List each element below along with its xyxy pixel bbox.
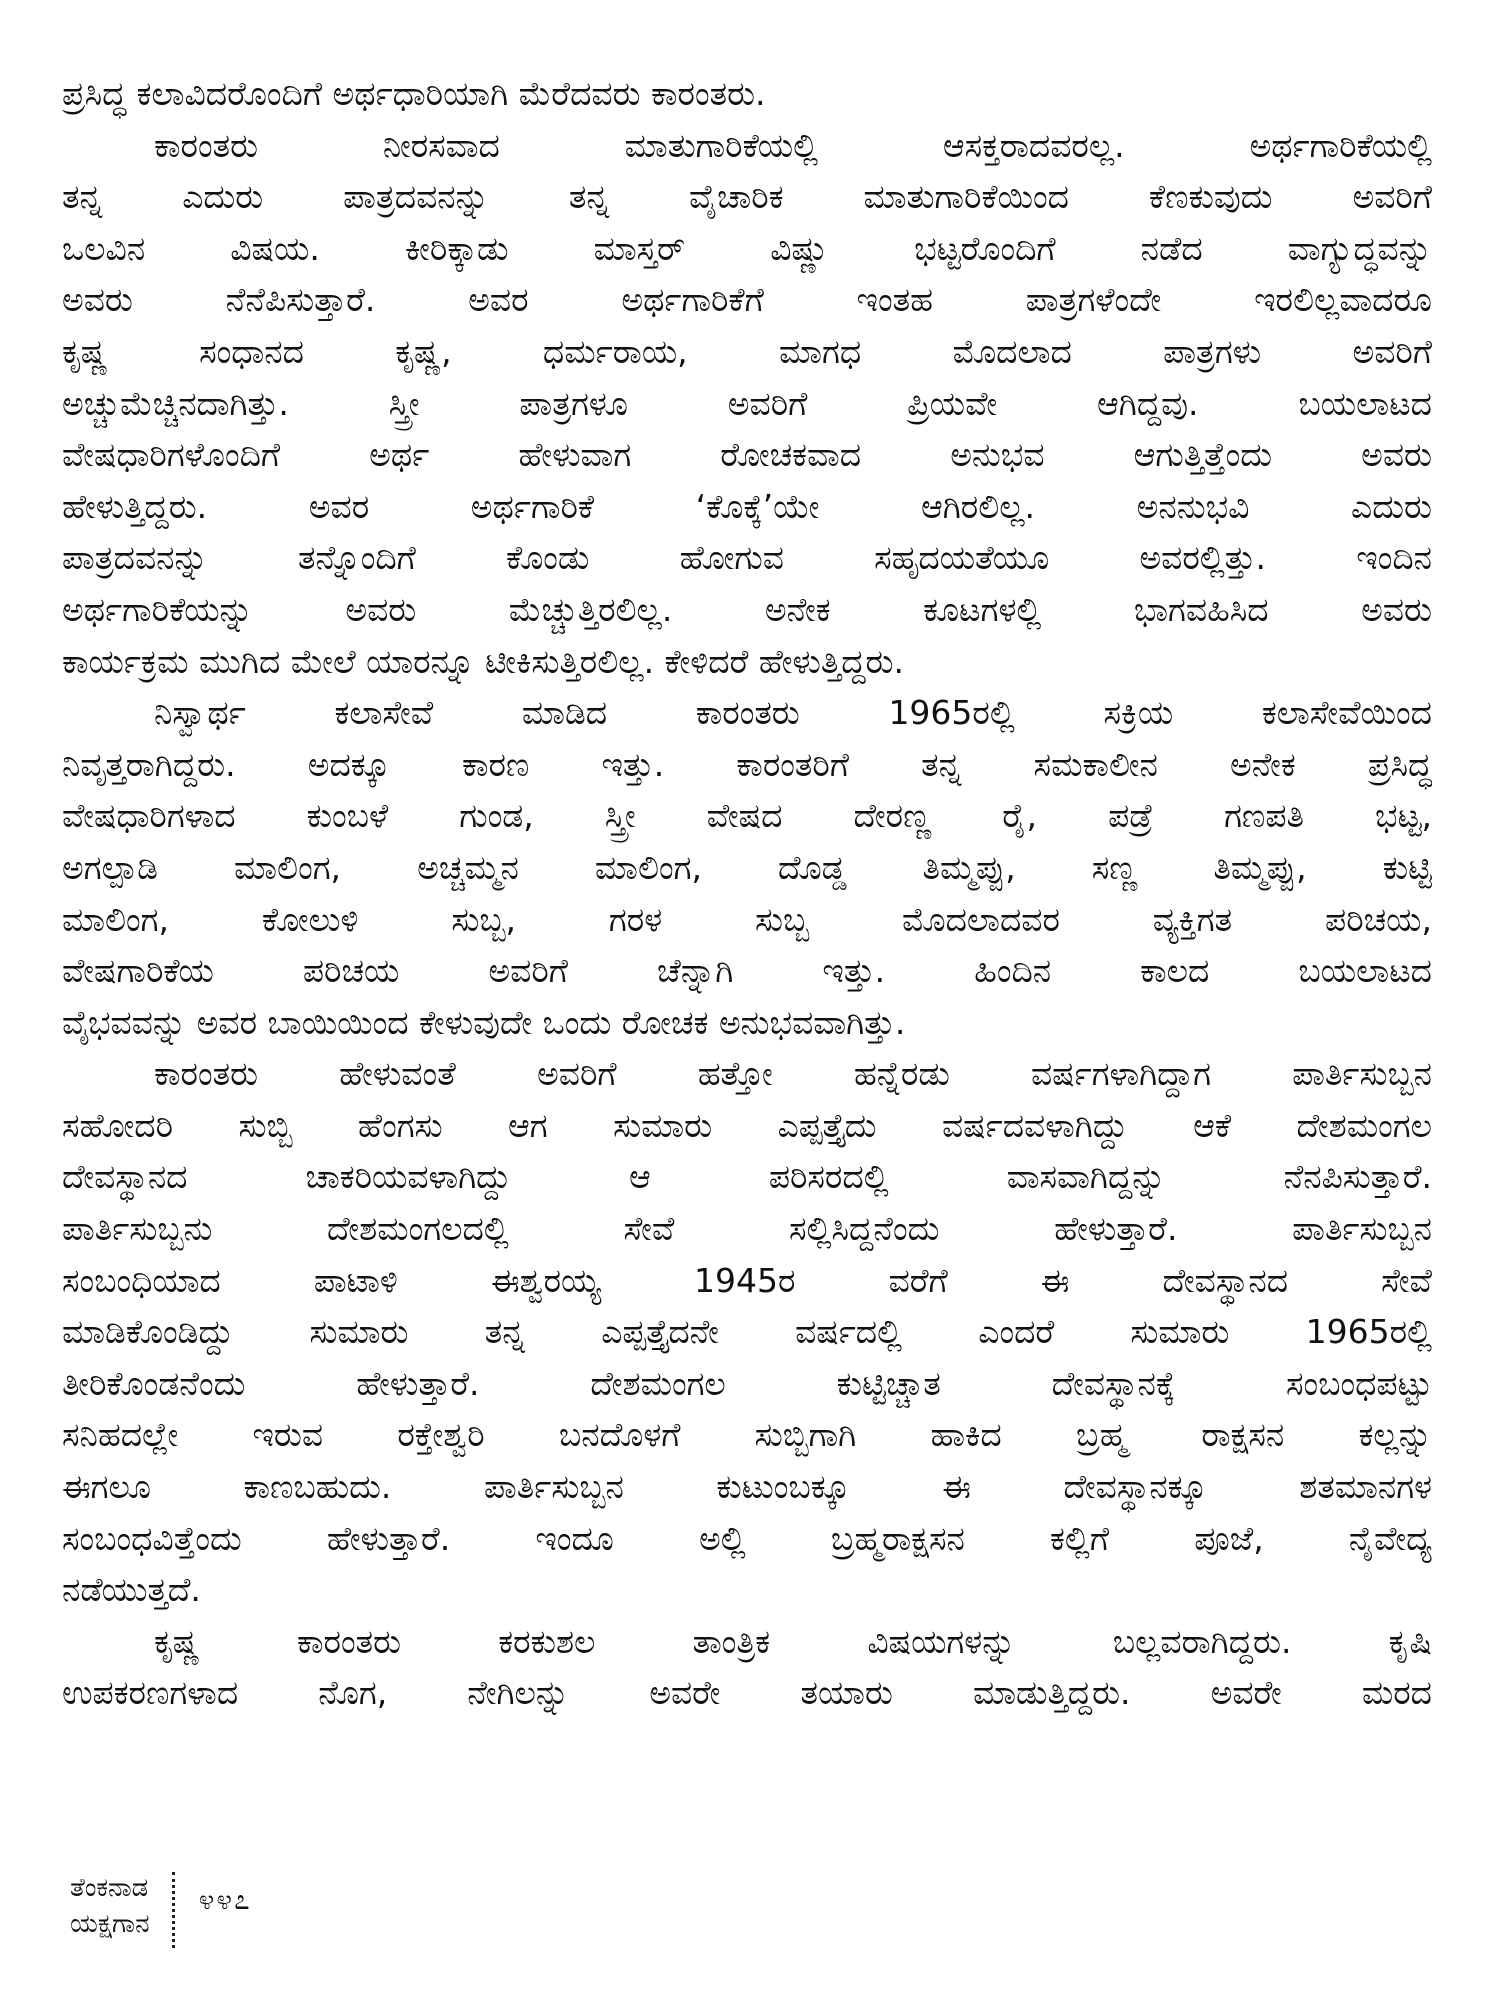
text-line: ಅಗಲ್ಪಾಡಿ ಮಾಲಿಂಗ, ಅಚ್ಚಮ್ಮನ ಮಾಲಿಂಗ, ದೊಡ್ಡ ತಿಮ್ಮಪ್ಪು, ಸಣ್ಣ ತಿಮ್ಮಪ್ಪು, ಕುಟ್ಟಿ bbox=[62, 847, 1432, 887]
text-line: ಪಾತ್ರದವನನ್ನು ತನ್ನೊಂದಿಗೆ ಕೊಂಡು ಹೋಗುವ ಸಹೃದಯತೆಯೂ ಅವರಲ್ಲಿತ್ತು. ಇಂದಿನ bbox=[62, 538, 1432, 578]
text-line: ವೇಷಧಾರಿಗಳೊಂದಿಗೆ ಅರ್ಥ ಹೇಳುವಾಗ ರೋಚಕವಾದ ಅನುಭವ ಆಗುತ್ತಿತ್ತೆಂದು ಅವರು bbox=[62, 435, 1432, 475]
text-line: ಅರ್ಥಗಾರಿಕೆಯನ್ನು ಅವರು ಮೆಚ್ಚುತ್ತಿರಲಿಲ್ಲ. ಅನೇಕ ಕೂಟಗಳಲ್ಲಿ ಭಾಗವಹಿಸಿದ ಅವರು bbox=[62, 589, 1432, 629]
text-line: ನಿವೃತ್ತರಾಗಿದ್ದರು. ಅದಕ್ಕೂ ಕಾರಣ ಇತ್ತು. ಕಾರಂತರಿಗೆ ತನ್ನ ಸಮಕಾಲೀನ ಅನೇಕ ಪ್ರಸಿದ್ಧ bbox=[62, 744, 1432, 784]
text-line: ವೈಭವವನ್ನು ಅವರ ಬಾಯಿಯಿಂದ ಕೇಳುವುದೇ ಒಂದು ರೋಚಕ ಅನುಭವವಾಗಿತ್ತು. bbox=[62, 1002, 906, 1042]
text-line: ಮಾಲಿಂಗ, ಕೋಲುಳಿ ಸುಬ್ಬ, ಗರಳ ಸುಬ್ಬ ಮೊದಲಾದವರ ವ್ಯಕ್ತಿಗತ ಪರಿಚಯ, bbox=[62, 899, 1432, 939]
text-line: ವೇಷಧಾರಿಗಳಾದ ಕುಂಬಳೆ ಗುಂಡ, ಸ್ತ್ರೀ ವೇಷದ ದೇರಣ್ಣ ರೈ, ಪಡ್ರೆ ಗಣಪತಿ ಭಟ್ಟ, bbox=[62, 796, 1432, 836]
text-line: ಉಪಕರಣಗಳಾದ ನೊಗ, ನೇಗಿಲನ್ನು ಅವರೇ ತಯಾರು ಮಾಡುತ್ತಿದ್ದರು. ಅವರೇ ಮರದ bbox=[62, 1673, 1432, 1713]
text-line: ಸಹೋದರಿ ಸುಬ್ಬಿ ಹೆಂಗಸು ಆಗ ಸುಮಾರು ಎಪ್ಪತ್ತೈದು ವರ್ಷದವಳಾಗಿದ್ದು ಆಕೆ ದೇಶಮಂಗಲ bbox=[62, 1105, 1432, 1145]
text-line: ಸನಿಹದಲ್ಲೇ ಇರುವ ರಕ್ತೇಶ್ವರಿ ಬನದೊಳಗೆ ಸುಬ್ಬಿಗಾಗಿ ಹಾಕಿದ ಬ್ರಹ್ಮ ರಾಕ್ಷಸನ ಕಲ್ಲನ್ನು bbox=[62, 1415, 1432, 1455]
text-line: ಪ್ರಸಿದ್ಧ ಕಲಾವಿದರೊಂದಿಗೆ ಅರ್ಥಧಾರಿಯಾಗಿ ಮೆರೆದವರು ಕಾರಂತರು. bbox=[62, 74, 766, 113]
text-line: ಈಗಲೂ ಕಾಣಬಹುದು. ಪಾರ್ತಿಸುಬ್ಬನ ಕುಟುಂಬಕ್ಕೂ ಈ ದೇವಸ್ಥಾನಕ್ಕೂ ಶತಮಾನಗಳ bbox=[62, 1467, 1432, 1507]
text-line: ಕಾರಂತರು ಹೇಳುವಂತೆ ಅವರಿಗೆ ಹತ್ತೋ ಹನ್ನೆರಡು ವರ್ಷಗಳಾಗಿದ್ದಾಗ ಪಾರ್ತಿಸುಬ್ಬನ bbox=[154, 1054, 1432, 1094]
text-line: ಮಾಡಿಕೊಂಡಿದ್ದು ಸುಮಾರು ತನ್ನ ಎಪ್ಪತ್ತೈದನೇ ವರ್ಷದಲ್ಲಿ ಎಂದರೆ ಸುಮಾರು 1965ರಲ್ಲಿ bbox=[62, 1312, 1432, 1352]
footer-dotted-divider bbox=[172, 1872, 175, 1948]
text-line: ದೇವಸ್ಥಾನದ ಚಾಕರಿಯವಳಾಗಿದ್ದು ಆ ಪರಿಸರದಲ್ಲಿ ವಾಸವಾಗಿದ್ದನ್ನು ನೆನಪಿಸುತ್ತಾರೆ. bbox=[62, 1157, 1432, 1197]
text-line: ಸಂಬಂಧಿಯಾದ ಪಾಟಾಳಿ ಈಶ್ವರಯ್ಯ 1945ರ ವರೆಗೆ ಈ ದೇವಸ್ಥಾನದ ಸೇವೆ bbox=[62, 1260, 1432, 1300]
text-line: ಕೃಷ್ಣ ಕಾರಂತರು ಕರಕುಶಲ ತಾಂತ್ರಿಕ ವಿಷಯಗಳನ್ನು ಬಲ್ಲವರಾಗಿದ್ದರು. ಕೃಷಿ bbox=[154, 1621, 1432, 1661]
book-title-line-1: ತೆಂಕನಾಡ bbox=[70, 1873, 149, 1903]
text-line: ಹೇಳುತ್ತಿದ್ದರು. ಅವರ ಅರ್ಥಗಾರಿಕೆ ‘ಕೊಕ್ಕೆ’ಯೇ ಆಗಿರಲಿಲ್ಲ. ಅನನುಭವಿ ಎದುರು bbox=[62, 486, 1432, 526]
body-text bbox=[62, 72, 1432, 1723]
text-line: ತನ್ನ ಎದುರು ಪಾತ್ರದವನನ್ನು ತನ್ನ ವೈಚಾರಿಕ ಮಾತುಗಾರಿಕೆಯಿಂದ ಕೆಣಕುವುದು ಅವರಿಗೆ bbox=[62, 177, 1432, 217]
text-line: ಅಚ್ಚುಮೆಚ್ಚಿನದಾಗಿತ್ತು. ಸ್ತ್ರೀ ಪಾತ್ರಗಳೂ ಅವರಿಗೆ ಪ್ರಿಯವೇ ಆಗಿದ್ದವು. ಬಯಲಾಟದ bbox=[62, 383, 1432, 423]
text-line: ವೇಷಗಾರಿಕೆಯ ಪರಿಚಯ ಅವರಿಗೆ ಚೆನ್ನಾಗಿ ಇತ್ತು. ಹಿಂದಿನ ಕಾಲದ ಬಯಲಾಟದ bbox=[62, 951, 1432, 991]
text-line: ಸಂಬಂಧವಿತ್ತೆಂದು ಹೇಳುತ್ತಾರೆ. ಇಂದೂ ಅಲ್ಲಿ ಬ್ರಹ್ಮರಾಕ್ಷಸನ ಕಲ್ಲಿಗೆ ಪೂಜೆ, ನೈವೇದ್ಯ bbox=[62, 1518, 1432, 1558]
text-line: ಕೃಷ್ಣ ಸಂಧಾನದ ಕೃಷ್ಣ, ಧರ್ಮರಾಯ, ಮಾಗಧ ಮೊದಲಾದ ಪಾತ್ರಗಳು ಅವರಿಗೆ bbox=[62, 331, 1432, 371]
text-line: ಕಾರಂತರು ನೀರಸವಾದ ಮಾತುಗಾರಿಕೆಯಲ್ಲಿ ಆಸಕ್ತರಾದವರಲ್ಲ. ಅರ್ಥಗಾರಿಕೆಯಲ್ಲಿ bbox=[154, 125, 1432, 165]
page-footer bbox=[70, 1870, 252, 1950]
text-line: ನಿಸ್ವಾರ್ಥ ಕಲಾಸೇವೆ ಮಾಡಿದ ಕಾರಂತರು 1965ರಲ್ಲಿ ಸಕ್ರಿಯ ಕಲಾಸೇವೆಯಿಂದ bbox=[154, 693, 1432, 733]
text-line: ಒಲವಿನ ವಿಷಯ. ಕೀರಿಕ್ಕಾಡು ಮಾಸ್ತರ್ ವಿಷ್ಣು ಭಟ್ಟರೊಂದಿಗೆ ನಡೆದ ವಾಗ್ಯುದ್ಧವನ್ನು bbox=[62, 228, 1432, 268]
text-line: ಅವರು ನೆನೆಪಿಸುತ್ತಾರೆ. ಅವರ ಅರ್ಥಗಾರಿಕೆಗೆ ಇಂತಹ ಪಾತ್ರಗಳೆಂದೇ ಇರಲಿಲ್ಲವಾದರೂ bbox=[62, 280, 1432, 320]
text-line: ಪಾರ್ತಿಸುಬ್ಬನು ದೇಶಮಂಗಲದಲ್ಲಿ ಸೇವೆ ಸಲ್ಲಿಸಿದ್ದನೆಂದು ಹೇಳುತ್ತಾರೆ. ಪಾರ್ತಿಸುಬ್ಬನ bbox=[62, 1209, 1432, 1249]
book-title bbox=[70, 1870, 150, 1942]
book-title-line-2: ಯಕ್ಷಗಾನ bbox=[70, 1909, 150, 1939]
text-line: ಕಾರ್ಯಕ್ರಮ ಮುಗಿದ ಮೇಲೆ ಯಾರನ್ನೂ ಟೀಕಿಸುತ್ತಿರಲಿಲ್ಲ. ಕೇಳಿದರೆ ಹೇಳುತ್ತಿದ್ದರು. bbox=[62, 641, 904, 681]
text-line: ನಡೆಯುತ್ತದೆ. bbox=[62, 1570, 201, 1610]
text-line: ತೀರಿಕೊಂಡನೆಂದು ಹೇಳುತ್ತಾರೆ. ದೇಶಮಂಗಲ ಕುಟ್ಟಿಚ್ಚಾತ ದೇವಸ್ಥಾನಕ್ಕೆ ಸಂಬಂಧಪಟ್ಟು bbox=[62, 1363, 1432, 1403]
page-number: ೪೪೭ bbox=[198, 1883, 252, 1916]
